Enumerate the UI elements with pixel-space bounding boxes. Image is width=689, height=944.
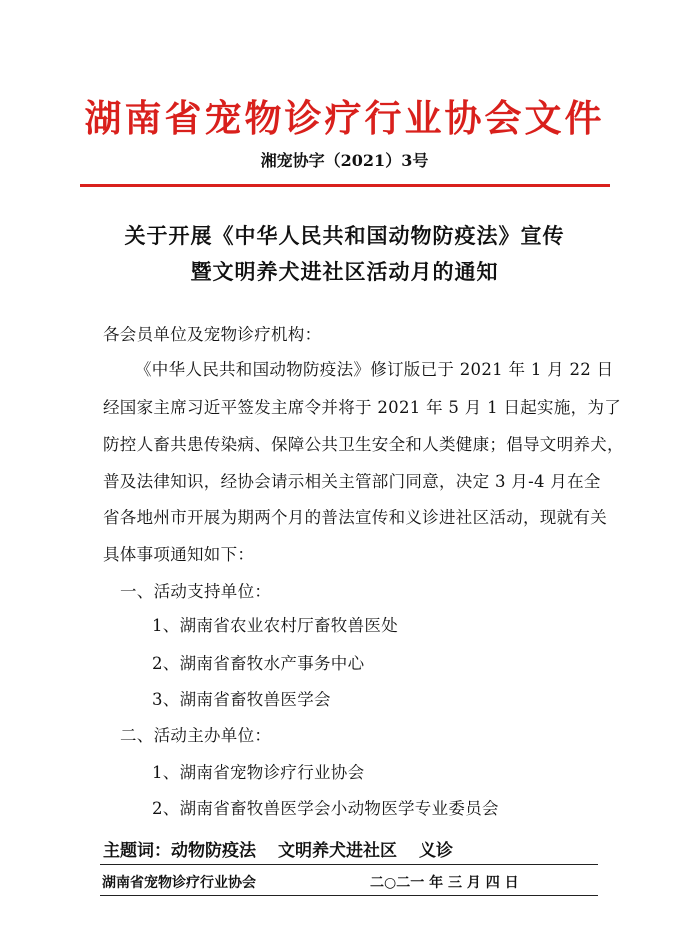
footer-bottom-rule [100, 895, 598, 896]
issue-date: 二○二一 年 三 月 四 日 [370, 875, 519, 891]
keyword-term: 文明养犬进社区 [278, 841, 397, 861]
body-line: 防控人畜共患传染病、保障公共卫生安全和人类健康；倡导文明养犬， [103, 435, 624, 454]
body-line: 经国家主席习近平签发主席令并将于 2021 年 5 月 1 日起实施，为了 [103, 398, 622, 417]
document-number: 湘宠协字（2021）3号 [260, 151, 429, 170]
keyword-term: 动物防疫法 [171, 841, 256, 861]
body-line: 具体事项通知如下： [103, 545, 255, 564]
subject-line-1: 关于开展《中华人民共和国动物防疫法》宣传 [124, 223, 565, 248]
footer-top-rule [100, 864, 598, 865]
red-divider [80, 184, 610, 187]
keywords-line [103, 836, 475, 861]
subject-line-2: 暨文明养犬进社区活动月的通知 [190, 259, 499, 284]
list-item: 1、湖南省宠物诊疗行业协会 [152, 763, 365, 782]
section-heading-host: 二、活动主办单位： [120, 726, 272, 745]
issuer-name: 湖南省宠物诊疗行业协会 [102, 875, 256, 891]
list-item: 3、湖南省畜牧兽医学会 [152, 690, 331, 709]
section-heading-support: 一、活动支持单位： [120, 582, 272, 601]
list-item: 2、湖南省畜牧水产事务中心 [152, 654, 365, 673]
document-title: 湖南省宠物诊疗行业协会文件 [84, 96, 605, 140]
body-line: 省各地州市开展为期两个月的普法宣传和义诊进社区活动，现就有关 [103, 508, 607, 527]
list-item: 2、湖南省畜牧兽医学会小动物医学专业委员会 [152, 799, 499, 818]
body-line: 《中华人民共和国动物防疫法》修订版已于 2021 年 1 月 22 日 [135, 360, 614, 379]
salutation: 各会员单位及宠物诊疗机构： [103, 325, 322, 344]
list-item: 1、湖南省农业农村厅畜牧兽医处 [152, 616, 398, 635]
body-line: 普及法律知识，经协会请示相关主管部门同意，决定 3 月-4 月在全 [103, 472, 601, 491]
keywords-label: 主题词： [103, 841, 171, 861]
keyword-term: 义诊 [419, 841, 453, 861]
